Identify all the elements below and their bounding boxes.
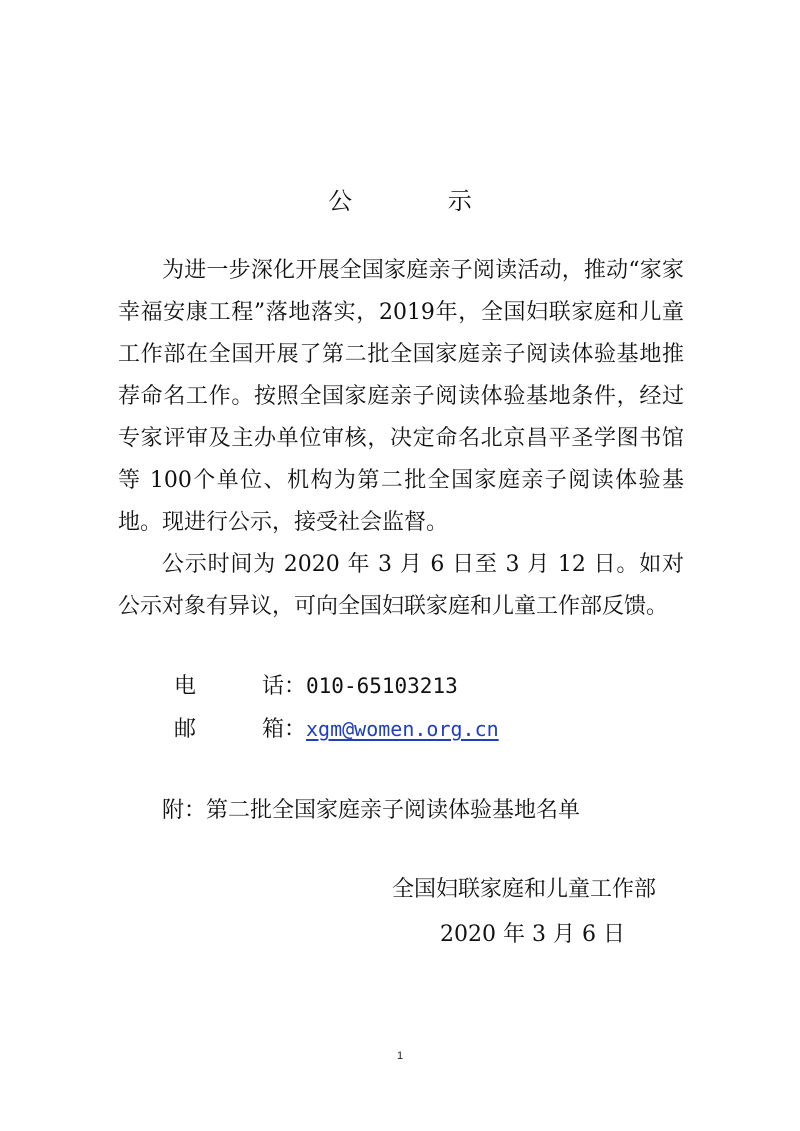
email-label-char-1: 邮	[174, 717, 197, 742]
contact-email	[174, 713, 499, 746]
phone-label-char-2: 话：	[262, 674, 307, 699]
page-number: 1	[396, 1050, 404, 1062]
email-label	[174, 714, 262, 746]
notice-body	[118, 250, 684, 628]
signature-organization: 全国妇联家庭和儿童工作部	[392, 877, 657, 902]
phone-label	[174, 671, 262, 703]
email-label-char-2: 箱：	[262, 717, 307, 742]
notice-paragraph-1: 为进一步深化开展全国家庭亲子阅读活动，推动“家家幸福安康工程”落地落实，2019年，全国妇联家庭和儿童工作部在全国开展了第二批全国家庭亲子阅读体验基地推荐命名工作。按照全国家庭亲子阅读体验基地条件，经过专家评审及主办单位审核，决定命名北京昌平圣学图书馆等 100个单位、机构为第二批全国家庭亲子阅读体验基地。现进行公示，接受社会监督。	[118, 258, 684, 535]
signature-date: 2020 年 3 月 6 日	[440, 922, 625, 947]
attachment-note: 附：第二批全国家庭亲子阅读体验基地名单	[162, 798, 581, 823]
phone-label-char-1: 电	[174, 674, 197, 699]
email-link[interactable]: xgm@women.org.cn	[306, 717, 499, 741]
page-title: 公 示	[328, 187, 516, 215]
phone-number: 010-65103213	[306, 674, 458, 698]
notice-paragraph-2: 公示时间为 2020 年 3 月 6 日至 3 月 12 日。如对公示对象有异议，可向全国妇联家庭和儿童工作部反馈。	[118, 552, 684, 619]
contact-phone	[174, 670, 458, 703]
